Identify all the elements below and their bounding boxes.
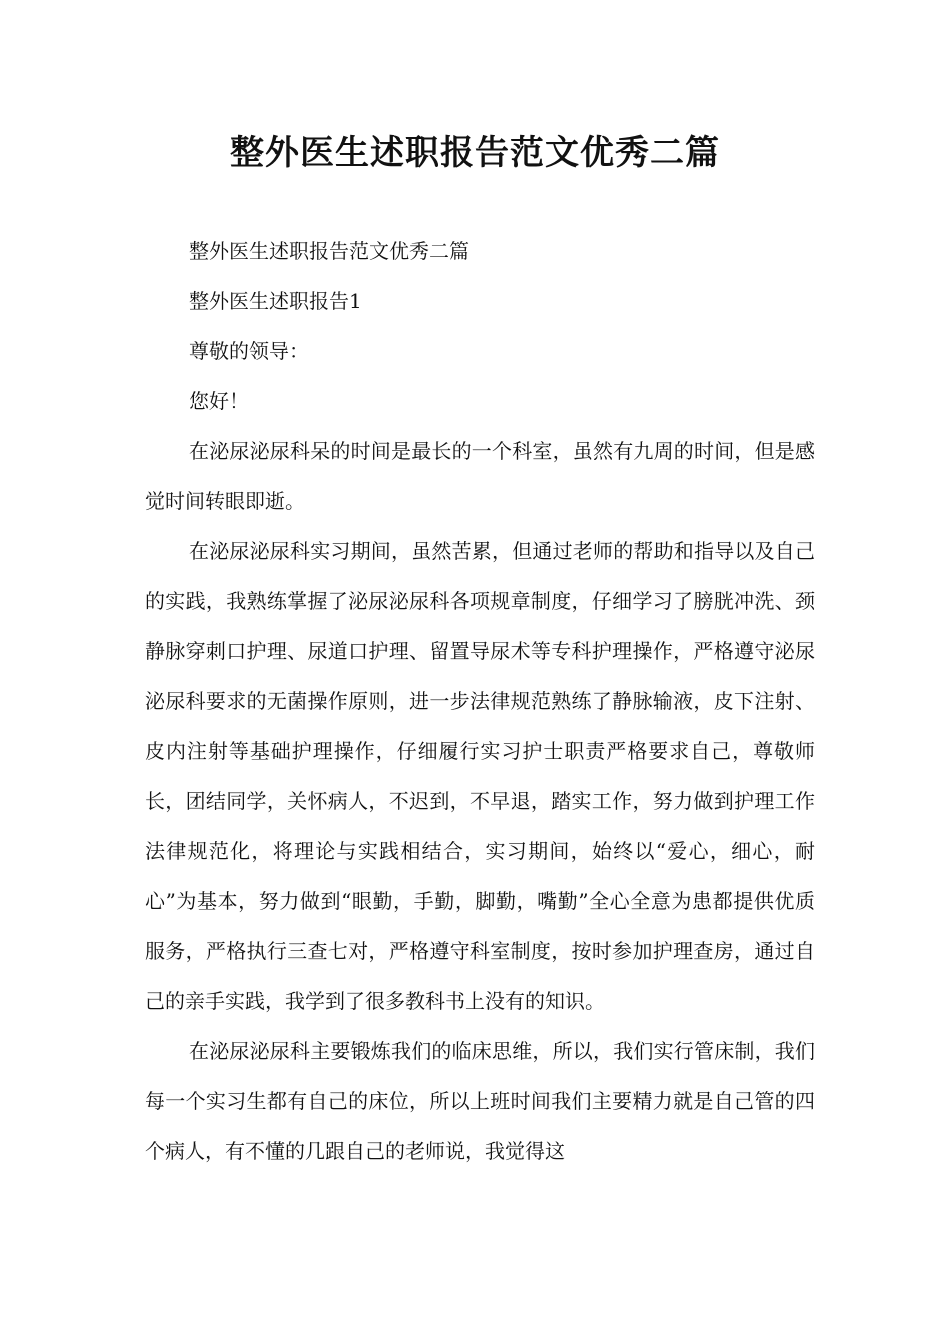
document-title: 整外医生述职报告范文优秀二篇 xyxy=(230,133,720,173)
paragraph-2: 整外医生述职报告1 xyxy=(189,289,362,313)
document-body xyxy=(145,226,815,1176)
paragraph-6: 在泌尿泌尿科实习期间，虽然苦累，但通过老师的帮助和指导以及自己的实践，我熟练掌握了泌尿泌尿科各项规章制度，仔细学习了膀胱冲洗、颈静脉穿刺口护理、尿道口护理、留置导尿术等专科护理操作，严格遵守泌尿泌尿科要求的无菌操作原则，进一步法律规范熟练了静脉输液，皮下注射、皮内注射等基础护理操作，仔细履行实习护士职责严格要求自己，尊敬师长，团结同学，关怀病人，不迟到，不早退，踏实工作，努力做到护理工作法律规范化，将理论与实践相结合，实习期间，始终以“爱心，细心，耐心”为基本，努力做到“眼勤，手勤，脚勤，嘴勤”全心全意为患都提供优质服务，严格执行三查七对，严格遵守科室制度，按时参加护理查房，通过自己的亲手实践，我学到了很多教科书上没有的知识。 xyxy=(145,539,815,1013)
paragraph-7: 在泌尿泌尿科主要锻炼我们的临床思维，所以，我们实行管床制，我们每一个实习生都有自己的床位，所以上班时间我们主要精力就是自己管的四个病人，有不懂的几跟自己的老师说，我觉得这 xyxy=(145,1039,815,1163)
paragraph-4: 您好！ xyxy=(189,389,249,413)
paragraph-1: 整外医生述职报告范文优秀二篇 xyxy=(189,239,469,263)
paragraph-3: 尊敬的领导： xyxy=(189,339,309,363)
paragraph-5: 在泌尿泌尿科呆的时间是最长的一个科室，虽然有九周的时间，但是感觉时间转眼即逝。 xyxy=(145,439,815,513)
